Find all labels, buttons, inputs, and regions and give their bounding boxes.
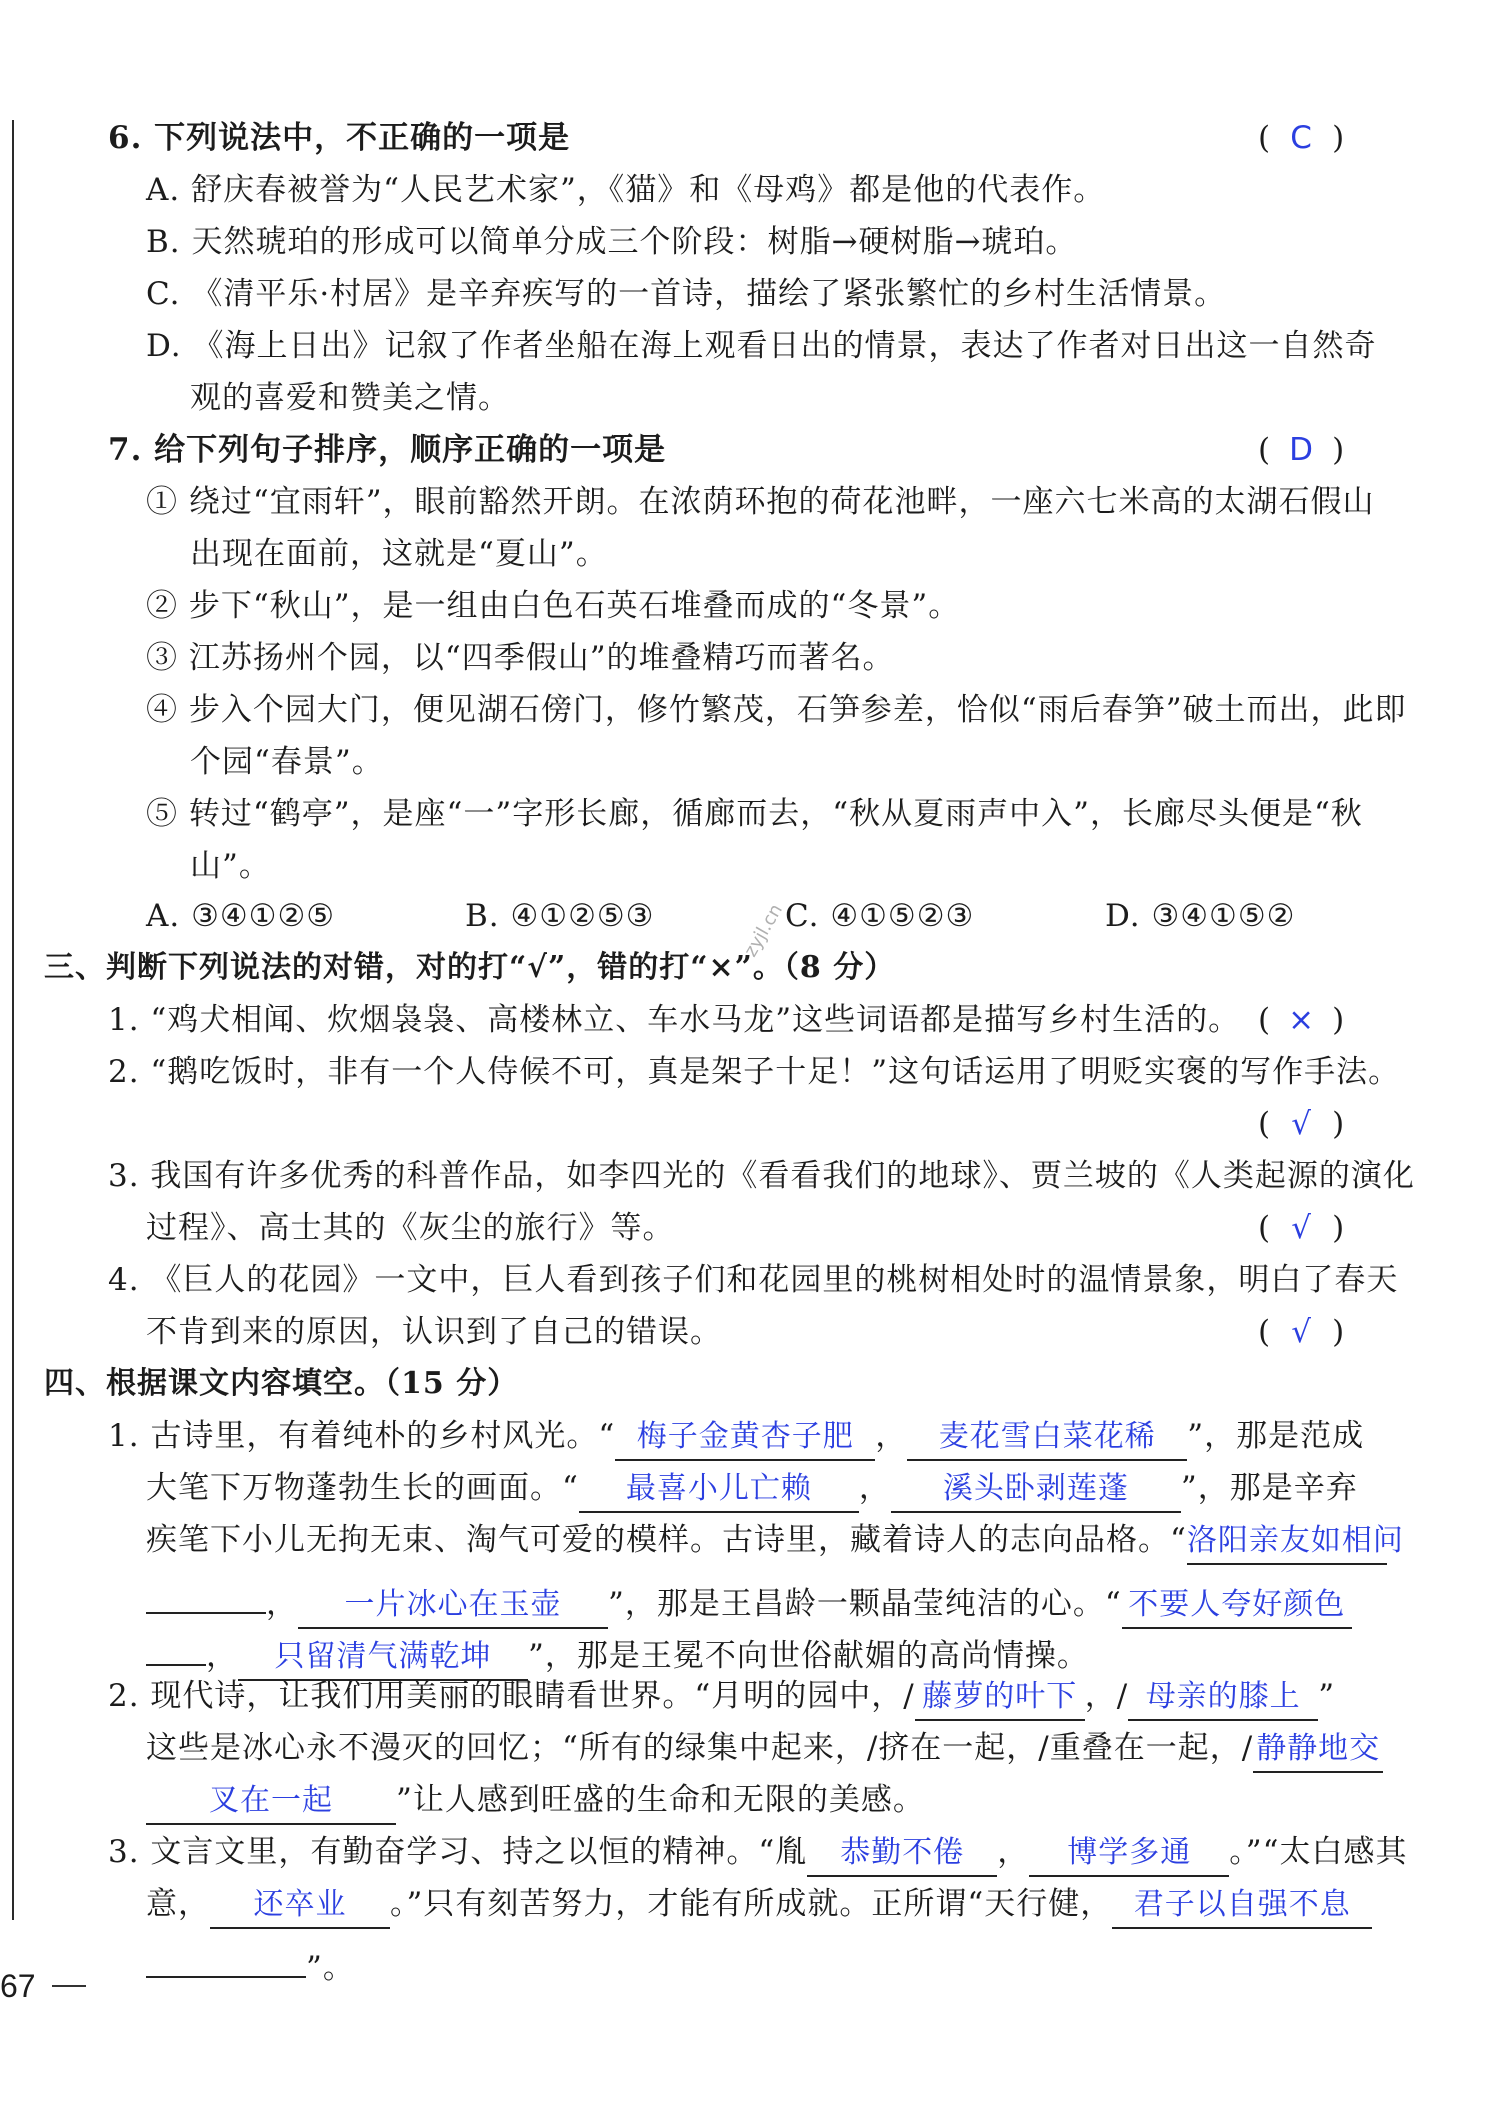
section3-heading: 三、判断下列说法的对错，对的打“√”，错的打“×”。（8 分） (44, 950, 896, 985)
q7-answer-paren: ( D ) (1258, 432, 1345, 468)
s4-p3-line2 (146, 1884, 1372, 1929)
q6-answer: C (1290, 120, 1312, 156)
s4-p3-blank-4-cont (146, 1936, 306, 1978)
s4-p2-blank-2: 母亲的膝上 (1128, 1679, 1318, 1721)
q7-sentence-1: ① 绕过“宜雨轩”，眼前豁然开朗。在浓荫环抱的荷花池畔，一座六七米高的太湖石假山 (146, 484, 1375, 520)
s4-p3-text-a: 3. 文言文里，有勤奋学习、持之以恒的精神。“胤 (108, 1834, 808, 1870)
s4-p3-text-f: ”。 (306, 1950, 355, 1986)
margin-rule (12, 120, 14, 1920)
s4-p1-blank-4: 溪头卧剥莲蓬 (891, 1471, 1181, 1513)
q6-stem: 6. 下列说法中，不正确的一项是 (108, 120, 571, 156)
page-number-dash (52, 1985, 86, 1987)
s4-p1-text-h: ”，那是王冕不向世俗献媚的高尚情操。 (528, 1638, 1089, 1674)
s4-p2-text-e: ”让人感到旺盛的生命和无限的美感。 (396, 1782, 925, 1818)
s4-p3-sep: ， (997, 1834, 1030, 1870)
s3-item-4-answer: √ (1291, 1314, 1311, 1350)
s3-item-2: 2. “鹅吃饭时，非有一个人侍候不可，真是架子十足！”这句话运用了明贬实褒的写作手法。 (108, 1054, 1401, 1090)
s4-p2-blank-4: 叉在一起 (146, 1783, 396, 1825)
q7-stem: 7. 给下列句子排序，顺序正确的一项是 (108, 432, 667, 468)
s4-p3-line3 (146, 1936, 355, 1988)
q7-sentence-5-cont: 山”。 (190, 848, 271, 884)
q7-sentence-2: ② 步下“秋山”，是一组由白色石英石堆叠而成的“冬景”。 (146, 588, 961, 624)
q6-option-d-cont: 观的喜爱和赞美之情。 (190, 380, 510, 416)
s4-p1-text-c: ”，那是范成 (1187, 1418, 1365, 1454)
s3-item-2-paren: ( √ ) (1258, 1106, 1345, 1142)
q6-answer-paren: ( C ) (1258, 120, 1345, 156)
s4-p1-line2 (146, 1468, 1358, 1513)
s4-p1-sep-1: ， (875, 1418, 908, 1454)
s4-p3-blank-4: 君子以自强不息 (1112, 1887, 1372, 1929)
s4-p1-line3 (146, 1520, 1404, 1565)
q6-option-d: D. 《海上日出》记叙了作者坐船在海上观看日出的情景，表达了作者对日出这一自然奇 (146, 328, 1377, 364)
s4-p1-line5 (146, 1624, 1089, 1681)
s3-item-2-answer: √ (1291, 1106, 1311, 1142)
s4-p2-sep: ，/ (1084, 1678, 1129, 1714)
s4-p3-blank-3: 还卒业 (210, 1887, 390, 1929)
s4-p1-sep-2: ， (858, 1470, 891, 1506)
s4-p1-text-g: ”，那是王昌龄一颗晶莹纯洁的心。“ (608, 1586, 1122, 1622)
s4-p1-line1 (108, 1416, 1364, 1461)
s3-item-3-paren: ( √ ) (1258, 1210, 1345, 1246)
q6-option-c: C. 《清平乐·村居》是辛弃疾写的一首诗，描绘了紧张繁忙的乡村生活情景。 (146, 276, 1227, 312)
s4-p3-blank-2: 博学多通 (1029, 1835, 1229, 1877)
q7-choice-a: A. ③④①②⑤ (146, 898, 336, 934)
s3-item-1-paren: ( × ) (1258, 1002, 1345, 1038)
s3-item-3: 3. 我国有许多优秀的科普作品，如李四光的《看看我们的地球》、贾兰坡的《人类起源的演化 (108, 1158, 1415, 1194)
s4-p2-text-d: 这些是冰心永不漫灭的回忆；“所有的绿集中起来，/挤在一起，/重叠在一起，/ (146, 1730, 1254, 1766)
s4-p1-blank-7-cont (146, 1624, 206, 1666)
s4-p1-sep-4: ， (206, 1638, 238, 1674)
s4-p2-line3 (146, 1780, 925, 1825)
s4-p3-text-c: 。”“太白感其 (1229, 1834, 1408, 1870)
s4-p3-line1 (108, 1832, 1407, 1877)
s4-p1-blank-8: 只留清气满乾坤 (238, 1639, 528, 1681)
s4-p2-text-c: ” (1318, 1678, 1336, 1714)
s4-p3-blank-1: 恭勤不倦 (807, 1835, 997, 1877)
q7-answer: D (1289, 432, 1314, 468)
q7-sentence-4-cont: 个园“春景”。 (190, 744, 384, 780)
s4-p1-text-f: 疾笔下小儿无拘无束、淘气可爱的模样。古诗里，藏着诗人的志向品格。“ (146, 1522, 1187, 1558)
q7-choice-c: C. ④①⑤②③ (785, 898, 975, 934)
page-number: 67 (0, 1968, 36, 2004)
s4-p1-blank-7: 不要人夸好颜色 (1122, 1587, 1352, 1629)
s4-p2-blank-3: 静静地交 (1253, 1731, 1383, 1773)
s4-p1-blank-5-cont (146, 1572, 266, 1614)
s4-p3-text-d: 意， (146, 1886, 210, 1922)
s4-p1-text-e: ”，那是辛弃 (1180, 1470, 1358, 1506)
q6-option-a: A. 舒庆春被誉为“人民艺术家”，《猫》和《母鸡》都是他的代表作。 (146, 172, 1106, 208)
s3-item-1: 1. “鸡犬相闻、炊烟袅袅、高楼林立、车水马龙”这些词语都是描写乡村生活的。 (108, 1002, 1241, 1038)
q7-sentence-3: ③ 江苏扬州个园，以“四季假山”的堆叠精巧而著名。 (146, 640, 895, 676)
s4-p1-blank-6: 一片冰心在玉壶 (298, 1587, 608, 1629)
s4-p1-line4 (146, 1572, 1352, 1629)
q7-sentence-5: ⑤ 转过“鹤亭”，是座“一”字形长廊，循廊而去，“秋从夏雨声中入”，长廊尽头便是“秋 (146, 796, 1363, 832)
s4-p1-text-a: 1. 古诗里，有着纯朴的乡村风光。“ (108, 1418, 616, 1454)
s4-p3-text-e: 。”只有刻苦努力，才能有所成就。正所谓“天行健， (390, 1886, 1113, 1922)
s4-p1-blank-5: 洛阳亲友如相问 (1187, 1523, 1387, 1565)
s4-p1-blank-1: 梅子金黄杏子肥 (615, 1419, 875, 1461)
s4-p1-text-d: 大笔下万物蓬勃生长的画面。“ (146, 1470, 579, 1506)
s4-p2-blank-1: 藤萝的叶下 (915, 1679, 1085, 1721)
s4-p1-sep-3: ， (266, 1586, 298, 1622)
s3-item-3-answer: √ (1291, 1210, 1311, 1246)
s3-item-4: 4. 《巨人的花园》一文中，巨人看到孩子们和花园里的桃树相处时的温情景象，明白了春天 (108, 1262, 1399, 1298)
s3-item-4-paren: ( √ ) (1258, 1314, 1345, 1350)
section4-heading: 四、根据课文内容填空。（15 分） (44, 1366, 519, 1401)
s3-item-3-cont: 过程》、高士其的《灰尘的旅行》等。 (146, 1210, 675, 1246)
s4-p2-line1 (108, 1676, 1335, 1721)
s4-p2-text-a: 2. 现代诗，让我们用美丽的眼睛看世界。“月明的园中，/ (108, 1678, 915, 1714)
s3-item-1-answer: × (1288, 1002, 1315, 1038)
s3-item-4-cont: 不肯到来的原因，认识到了自己的错误。 (146, 1314, 722, 1350)
q7-sentence-1-cont: 出现在面前，这就是“夏山”。 (190, 536, 608, 572)
s4-p1-blank-2: 麦花雪白菜花稀 (907, 1419, 1187, 1461)
q7-sentence-4: ④ 步入个园大门，便见湖石傍门，修竹繁茂，石笋参差，恰似“雨后春笋”破土而出，此即 (146, 692, 1407, 728)
s4-p1-blank-3: 最喜小儿亡赖 (579, 1471, 859, 1513)
s4-p2-line2 (146, 1728, 1383, 1773)
q6-option-b: B. 天然琥珀的形成可以简单分成三个阶段：树脂→硬树脂→琥珀。 (146, 224, 1078, 260)
q7-choice-d: D. ③④①⑤② (1105, 898, 1296, 934)
watermark: zyjl.cn (740, 900, 787, 961)
q7-choice-b: B. ④①②⑤③ (465, 898, 655, 934)
